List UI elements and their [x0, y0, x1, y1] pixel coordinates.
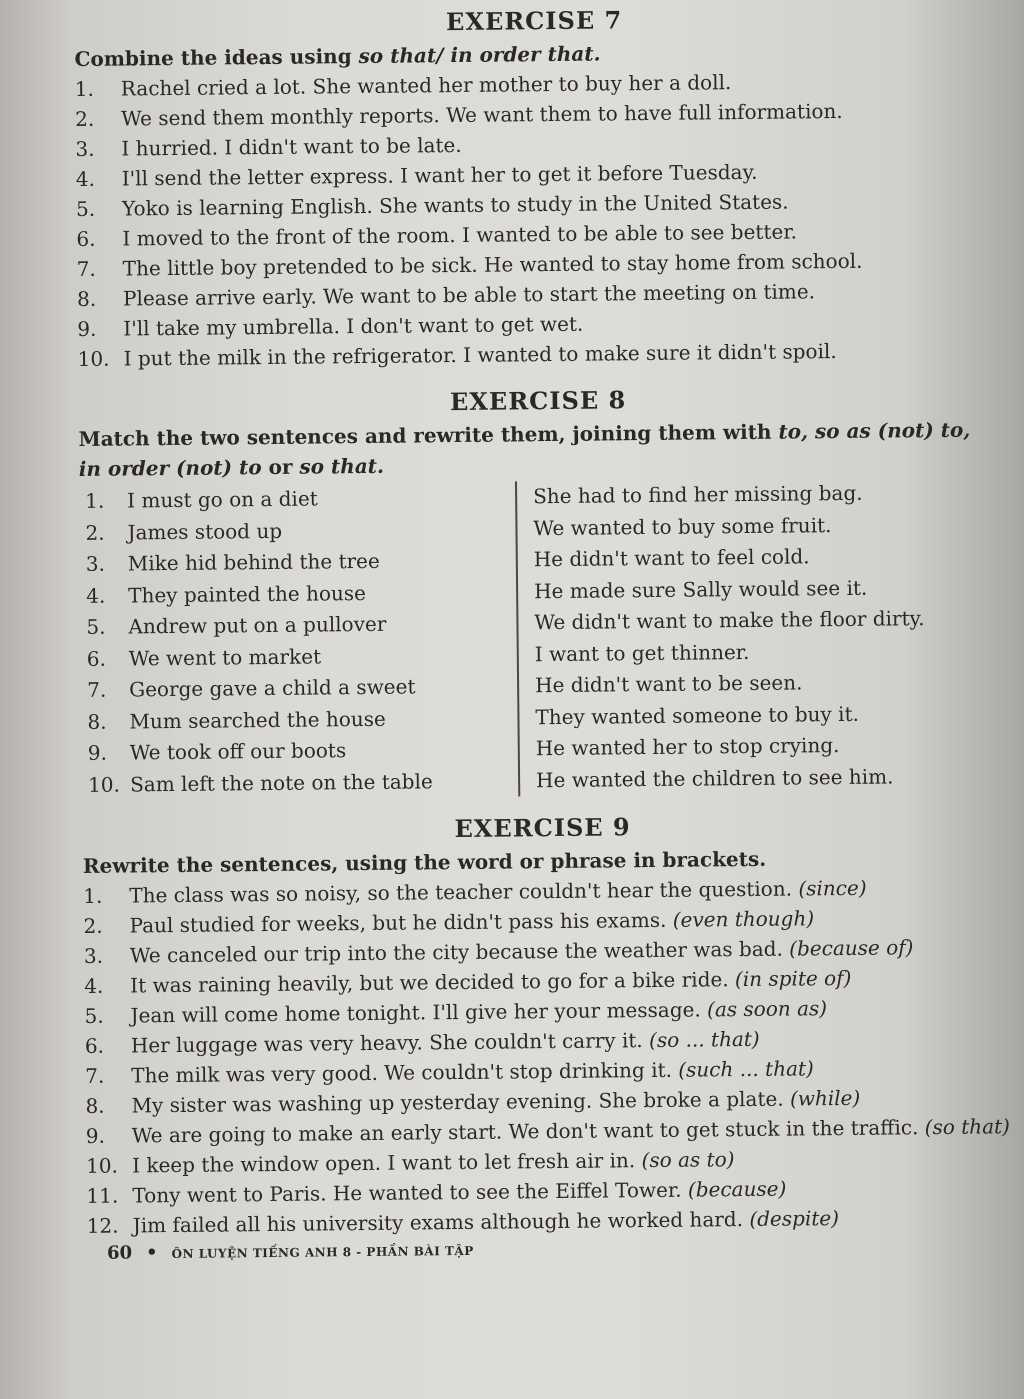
item-number: 6.	[86, 646, 107, 671]
left-item	[82, 733, 518, 769]
item-hint: (since)	[798, 875, 867, 901]
item-number: 5.	[75, 196, 96, 221]
item-text: We went to market	[128, 643, 322, 670]
left-item	[81, 639, 517, 675]
item-hint: (in spite of)	[734, 965, 852, 992]
item-text: Sam left the note on the table	[130, 768, 433, 796]
matching-left-column	[79, 481, 520, 801]
item-hint: (as soon as)	[706, 996, 828, 1022]
left-item	[80, 544, 516, 580]
item-text: Paul studied for weeks, but he didn't pass his exams.	[129, 907, 673, 938]
item-text: I'll take my umbrella. I don't want to get wet.	[123, 311, 584, 341]
instruction-emphasis: to, so as (not) to, in order (not) to	[78, 417, 971, 481]
item-hint: (because)	[687, 1176, 787, 1202]
item-text: Please arrive early. We want to be able to start the meeting on time.	[122, 279, 816, 311]
item-number: 2.	[75, 106, 95, 131]
right-item: He made sure Sally would see it.	[534, 575, 868, 603]
page-content	[74, 0, 1011, 1264]
item-number: 3.	[83, 943, 104, 968]
book-title: ÔN LUYỆN TIẾNG ANH 8 - PHẦN BÀI TẬP	[171, 1243, 474, 1262]
item-text: I put the milk in the refrigerator. I wanted to make sure it didn't spoil.	[123, 339, 837, 371]
item-number: 10.	[88, 772, 121, 797]
left-item	[80, 576, 516, 612]
item-number: 10.	[86, 1153, 119, 1178]
item-number: 5.	[84, 1003, 104, 1028]
item-number: 9.	[77, 316, 97, 341]
item-hint: (so that)	[924, 1114, 1011, 1140]
item-text: Mike hid behind the tree	[127, 548, 380, 576]
item-text: My sister was washing up yesterday evening. She broke a plate.	[131, 1086, 791, 1118]
item-text: We took off our boots	[129, 738, 347, 765]
item-text: We send them monthly reports. We want them to have full information.	[121, 98, 843, 131]
item-number: 2.	[85, 520, 105, 545]
right-item: He wanted her to stop crying.	[535, 733, 840, 761]
item-text: I must go on a diet	[127, 486, 318, 513]
item-text: George gave a child a sweet	[129, 674, 416, 702]
item-number: 4.	[84, 973, 104, 998]
item-number: 4.	[75, 166, 96, 191]
item-text: Yoko is learning English. She wants to study in the United States.	[121, 189, 789, 221]
right-item: I want to get thinner.	[534, 639, 750, 666]
item-text: The little boy pretended to be sick. He wanted to stay home from school.	[122, 248, 863, 281]
item-text: We are going to make an early start. We don't want to get stuck in the traffic.	[131, 1115, 925, 1148]
item-number: 7.	[87, 677, 107, 702]
instruction-emphasis: so that/ in order that.	[358, 41, 601, 69]
item-hint: (while)	[789, 1085, 861, 1111]
right-item: He didn't want to feel cold.	[533, 544, 810, 572]
left-item	[79, 481, 515, 517]
item-number: 11.	[86, 1183, 119, 1208]
exercise-8	[78, 378, 1002, 801]
item-number: 8.	[87, 709, 107, 734]
item-text: I keep the window open. I want to let fresh air in.	[131, 1148, 642, 1178]
item-text: James stood up	[127, 518, 283, 544]
item-number: 5.	[86, 614, 106, 639]
left-item	[81, 670, 517, 706]
item-hint: (despite)	[749, 1206, 840, 1231]
exercise-9-instruction: Rewrite the sentences, using the word or phrase in brackets.	[82, 846, 767, 878]
item-hint: (so as to)	[641, 1147, 735, 1173]
exercise-7	[74, 0, 998, 374]
item-number: 3.	[75, 136, 95, 161]
exercise-7-title: EXERCISE 7	[445, 5, 623, 37]
left-item	[79, 513, 515, 549]
right-item: We didn't want to make the floor dirty.	[534, 606, 925, 635]
item-hint: (even though)	[672, 906, 815, 932]
exercise-8-title: EXERCISE 8	[449, 385, 627, 417]
item-number: 3.	[85, 551, 106, 576]
item-text: Jean will come home tonight. I'll give her your message.	[130, 997, 708, 1028]
item-number: 8.	[76, 286, 97, 311]
exercise-9-list	[83, 871, 1011, 1241]
item-text: Mum searched the house	[129, 706, 386, 733]
right-item: They wanted someone to buy it.	[535, 701, 860, 729]
item-text: They painted the house	[128, 580, 367, 607]
item-number: 1.	[85, 488, 105, 513]
item-number: 12.	[86, 1213, 119, 1238]
item-number: 9.	[87, 740, 108, 765]
exercise-9	[82, 805, 1011, 1241]
item-text: Jim failed all his university exams although he worked hard.	[132, 1206, 750, 1238]
item-hint: (because of)	[789, 935, 914, 961]
item-text: Her luggage was very heavy. She couldn't carry it.	[130, 1028, 650, 1058]
item-text: The class was so noisy, so the teacher couldn't hear the question.	[129, 876, 799, 908]
item-text: I hurried. I didn't want to be late.	[121, 132, 462, 161]
item-number: 7.	[85, 1063, 105, 1088]
matching-right-column	[517, 477, 926, 796]
item-number: 10.	[77, 346, 110, 371]
item-text: I'll send the letter express. I want her to get it before Tuesday.	[121, 159, 758, 191]
item-number: 6.	[84, 1033, 105, 1058]
item-text: Andrew put on a pullover	[128, 611, 387, 639]
item-number: 2.	[83, 913, 103, 938]
page-number: 60	[106, 1242, 133, 1264]
item-number: 8.	[85, 1093, 105, 1118]
item-text: Rachel cried a lot. She wanted her mother to buy her a doll.	[120, 70, 732, 101]
left-item	[81, 702, 517, 738]
footer-bullet: •	[145, 1242, 158, 1264]
right-item: We wanted to buy some fruit.	[533, 512, 832, 540]
item-text: I moved to the front of the room. I wanted to be able to see better.	[122, 219, 798, 251]
matching-table	[79, 476, 1002, 801]
item-number: 9.	[85, 1123, 106, 1148]
exercise-8-instruction	[78, 414, 999, 484]
exercise-9-title: EXERCISE 9	[454, 812, 631, 844]
item-number: 4.	[86, 583, 106, 608]
instruction-emphasis: so that.	[299, 453, 385, 479]
instruction-text: Combine the ideas using	[74, 44, 359, 71]
item-hint: (such ... that)	[678, 1056, 814, 1082]
item-number: 1.	[74, 76, 95, 101]
item-hint: (so ... that)	[648, 1026, 760, 1053]
item-number: 6.	[76, 226, 96, 251]
item-number: 7.	[76, 256, 96, 281]
left-item	[82, 765, 518, 801]
instruction-text: Match the two sentences and rewrite them, joining them with	[78, 419, 779, 451]
right-item: He wanted the children to see him.	[535, 763, 894, 792]
item-number: 1.	[83, 883, 103, 908]
item-text: Tony went to Paris. He wanted to see the Eiffel Tower.	[132, 1177, 689, 1208]
right-item: She had to find her missing bag.	[533, 480, 863, 509]
item-text: We canceled our trip into the city because the weather was bad.	[129, 936, 790, 968]
instruction-text: or	[261, 454, 300, 480]
left-item	[80, 607, 516, 643]
right-item: He didn't want to be seen.	[534, 670, 803, 698]
item-text: It was raining heavily, but we decided to go for a bike ride.	[130, 967, 736, 998]
exercise-7-list	[75, 64, 998, 374]
item-text: The milk was very good. We couldn't stop drinking it.	[131, 1057, 679, 1088]
